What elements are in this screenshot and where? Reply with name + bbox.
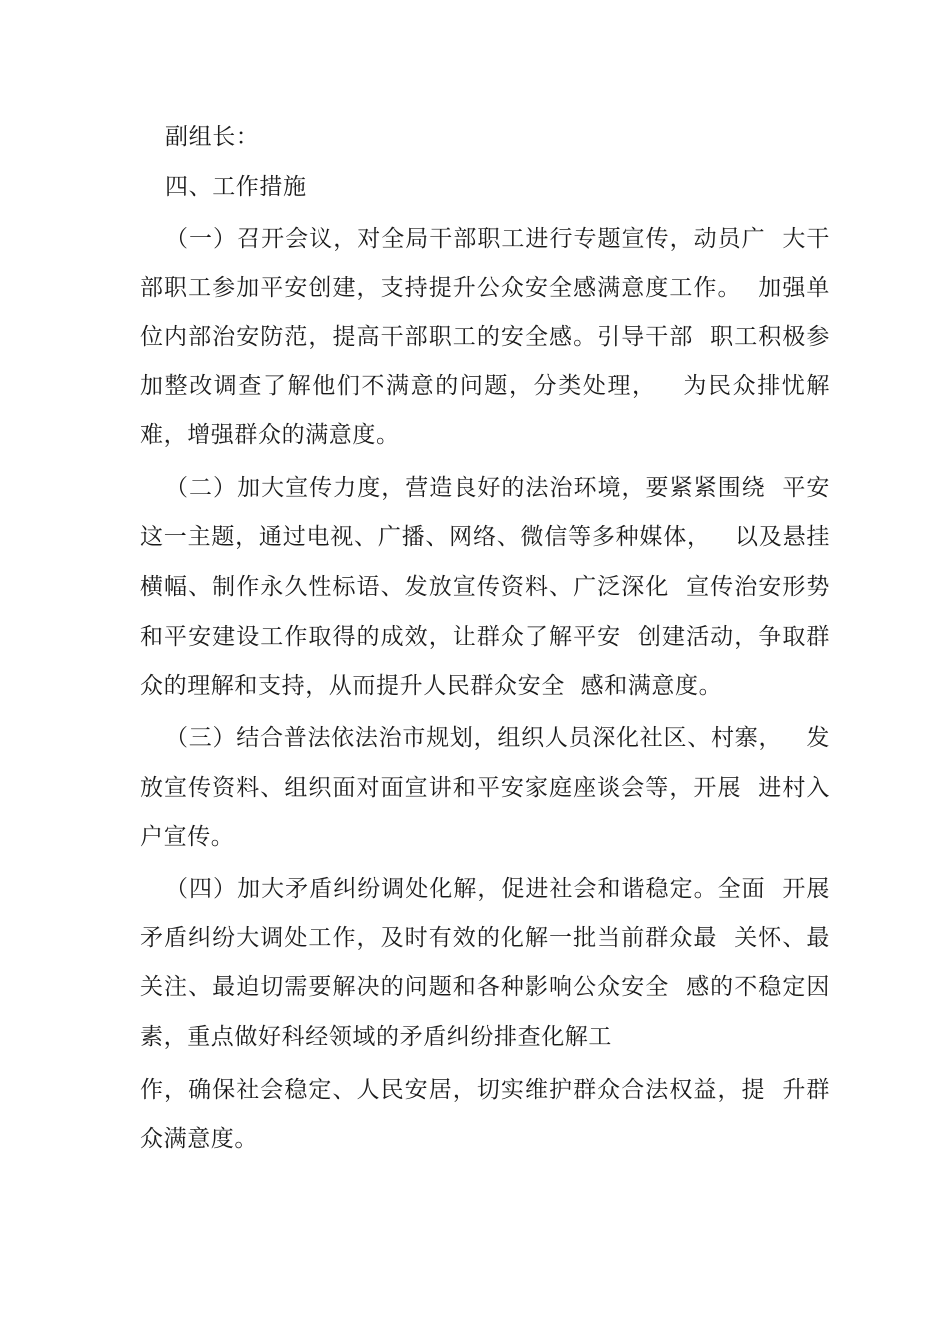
text-line: 矛盾纠纷大调处工作，及时有效的化解一批当前群众最 关怀、最 — [140, 925, 830, 951]
text-line: 加整改调查了解他们不满意的问题，分类处理， 为民众排忧解 — [140, 373, 830, 399]
text-line: 副组长： — [165, 124, 260, 150]
text-line: 作，确保社会稳定、人民安居，切实维护群众合法权益，提 升群 — [140, 1077, 830, 1103]
text-line: 户宣传。 — [140, 824, 235, 850]
text-line: （四）加大矛盾纠纷调处化解，促进社会和谐稳定。全面 开展 — [165, 876, 830, 902]
text-line: 众的理解和支持，从而提升人民群众安全 感和满意度。 — [140, 673, 723, 699]
text-line: 难，增强群众的满意度。 — [140, 422, 400, 448]
text-line: 部职工参加平安创建，支持提升公众安全感满意度工作。 加强单 — [140, 275, 830, 301]
text-line: 位内部治安防范，提高干部职工的安全感。引导干部 职工积极参 — [140, 324, 830, 350]
text-line: 众满意度。 — [140, 1126, 258, 1152]
text-line: 素，重点做好科经领域的矛盾纠纷排查化解工 — [140, 1024, 612, 1050]
text-line: 关注、最迫切需要解决的问题和各种影响公众安全 感的不稳定因 — [140, 974, 830, 1000]
text-line: （二）加大宣传力度，营造良好的法治环境，要紧紧围绕 平安 — [165, 475, 830, 501]
text-line: （一）召开会议，对全局干部职工进行专题宣传，动员广 大干 — [165, 226, 830, 252]
section-heading: 四、工作措施 — [165, 174, 307, 200]
text-line: 横幅、制作永久性标语、发放宣传资料、广泛深化 宣传治安形势 — [140, 574, 830, 600]
text-line: 放宣传资料、组织面对面宣讲和平安家庭座谈会等，开展 进村入 — [140, 775, 830, 801]
text-line: 和平安建设工作取得的成效，让群众了解平安 创建活动，争取群 — [140, 624, 830, 650]
text-line: 这一主题，通过电视、广播、网络、微信等多种媒体， 以及悬挂 — [140, 524, 830, 550]
text-line: （三）结合普法依法治市规划，组织人员深化社区、村寨， 发 — [165, 725, 830, 751]
